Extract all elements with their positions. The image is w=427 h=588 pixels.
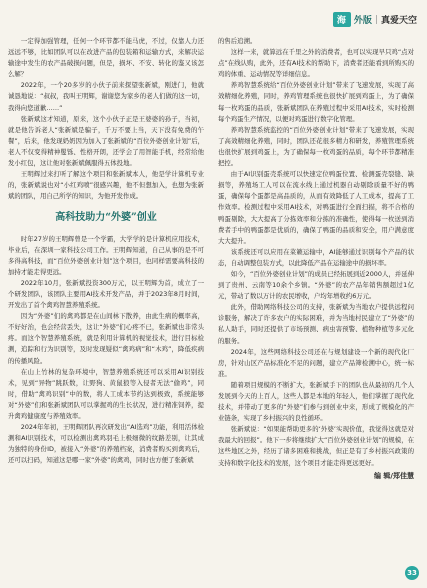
paragraph: 2024年年初，王明辉团队再次研发出“AI选鸡”功能，利用活体检测和AI识别技术，可以检测出禽鸡羽毛上极细微的纹路差别，让其成为独特的身份ID，被接入“外婆”的养殖档案，消费者购买到禽鸡后，还可以扫码，知道这是哪一家“外婆”的禽鸡，同时也方便了张新斌 [8,423,204,465]
paragraph: 张新斌说：“如果能帮助更多的‘外婆’实现价值，我觉得这就是对我最大的回报”。他下一步将继续扩大“百位外婆创业计划”的规模，在这些地区之外，经历了诸多困难和挑战，但正是有了乡村振兴政策的支持和数字化技术的发展，这个项目才能走得更远更好。 [218,425,414,467]
section-heading: 高科技助力“外婆”创业 [55,212,157,224]
section-name: 外版 [353,16,372,26]
paragraph: 养鸡智慧系统监控的“百位外婆创业计划”带来了飞速发展，实现了高效精细化养殖，同时，团队还花很多精力和研发，养殖管理系统也很快扩展到鸡蛋上，为了确保每一枚鸡蛋的品质，每个环节都精准把控。 [218,125,414,168]
paragraph: 张新斌这才知道，原来，这个小伙子正是王婆婆的孙子，当初，就是他告诉老人“张新斌是骗子，千万不要上当，天下没有免费的午餐”，后来，他发现奶奶因为加入了张新斌的“百位外婆创业计划”后，老人不仅变得精神矍铄、性格开朗，还学会了用智能手机，经常给他发小红包，这让他对张新斌佩服得五体投地。 [8,114,204,168]
column-name: 真爱天空 [380,16,417,26]
magazine-logo: 海 [333,12,351,27]
paragraph: 2022年10月，张新斌投资300万元，以王明辉为首，成立了一个研发团队，该团队主要用AI技术开发产品，并于2023年8月时间，开发出了首个禽鸡智慧养殖系统。 [8,278,204,310]
paragraph: 养鸡智慧系统给“百位外婆创业计划”带来了飞速发展，实现了高效精细化养殖，同时，养鸡管理系统也很快扩展到鸡蛋上，为了确保每一枚鸡蛋的品质，张新斌团队在养殖过程中采用AI技术，实时检测每个鸡蛋生产情况，以便对鸡蛋进行数字化管理。 [218,81,414,123]
paragraph: 2024年，这些网络科技公司还在与规划建设一个新的现代化厂房，针对山区产品标准化不足的问题，建立产品筛检溯中心，统一标准。 [218,347,414,378]
paragraph: 这样一来，就算远在千里之外的消费者，也可以实现早只鸡“点对点”在线认购，此外，还有AI技术的帮助下，消费者还能看到所购买的鸡的体重、运动情况等详细信息。 [218,48,414,79]
paragraph: 王明辉过来打听了解这个项目和张新斌本人，他是学计算机专业的，张新斌说也对“小红鸡喷”很感兴趣，他不但想加入，也想为张新斌的团队，用自己所学的知识，为他开发作成。 [8,170,204,201]
paragraph: 的售后追溯。 [218,37,257,45]
header-separator: | [374,14,378,25]
paragraph: 由于AI识别蛋壳系统可以快速定位鸭蛋位置、检测蛋壳裂缝、缺损等，养殖场工人可以在流水线上通过机器自动剔除质量不好的鸭蛋，确保每个蛋都是高品质的，从而有效降低了人工成本，提高了工作效率。检测过程中采用AI技术，对鸭蛋进行全面扫描，将不合格的鸭蛋剔除，大大提高了分拣效率和分拣的准确性，使得每一枚送到消费者手中的鸭蛋都是优质的，确保了鸭蛋的品质和安全，用户满意度大大提升。 [218,170,414,245]
editor-credit: 编 辑/郑佳慧 [374,471,414,480]
page-header [333,12,417,27]
paragraph: 时年27岁的王明辉曾是一个学霸，大学学的是计算机应用技术，毕业后，在深圳一家科技公司工作。王明辉知道，自己从事的是不可多得高科技，而“百位外婆创业计划”这个项目，也同样需要高科技的加持才能走得更远。 [8,234,204,276]
page-number: 33 [405,566,419,580]
left-column [8,36,204,466]
paragraph: 此外，借助网络科技公司的支持，张新斌为当地农户提供远程问诊服务，解决了许多农户的实际困难，并为当地村民建立了“外婆”的私人助手，同时还提供了市场预测、病虫害预警、植物种植等多元化的服务。 [218,303,414,345]
paragraph: 随着项目规模的不断扩大，张新斌手下的团队也从最初的几个人发展到今天的上百人，这些人都是本地的年轻人，他们掌握了现代化技术，并带动了更多的“外婆”们参与到创业中来，形成了规模化的产业链条，实现了乡村振兴的良性循环。 [218,380,414,423]
right-column [218,36,414,482]
paragraph: 该系统还可以应用在菜籁运输中，AI能够通过识别每个产品的状态，自动调整包装方式，以此降低产品在运输途中的损坏率。 [218,247,414,267]
paragraph: 因为“外婆”们的禽鸡都是在山间林下散养，由此生病的概率高，不好好治，也会经营丢失，这让“外婆”们心疼不已，张新斌也非常头疼。而这个智慧养殖系统，就是利用计算机的视觉技术，进行目标检测，追踪和行为识别等，及时发现疑似“禽鸡病”和“木鸡”，降低疾病的传播风险。 [8,312,204,365]
paragraph: 一定得加强管理，任何一个环节都不能马虎，不过，仅靠人力还远远不够，比如团队可以在改进产品的包装箱和运输方式，来解决运输途中发生的农产品破损问题，但是，损坏、不安、转化的鉴又该怎么解？ [8,37,204,79]
paragraph: 在山上竹林的复杂环境中，智慧养殖系统还可以采用AI识别技术，见到“异物”跳跃数，让野狗、黄鼠狼等入侵者无法“偷鸡”，同时，借助“禽鸡识别”中的数，将人工成本节约达到极致，系统能够对“外婆”们和张新斌团队可以掌握鸡的生长状况，进行精准饲养，提升禽鸡健康度与养殖效率。 [8,367,204,420]
paragraph: 2022年，一个20多岁的小伙子前来探望张新斌，刚进门，他就诚恳地说：“叔叔，我叫王明辉，谢谢您为家乡的老人们做的这一切，我得向您道歉……” [8,81,204,112]
paragraph: 如今，“百位外婆创业计划”的成员已经拓展到近2000人，并延伸到了贵州、云南等10余个乡镇。“外婆”的农产品年销售额超过1亿元，带动了数以万计的农民增收，户均年增收约6万元。 [218,269,414,301]
